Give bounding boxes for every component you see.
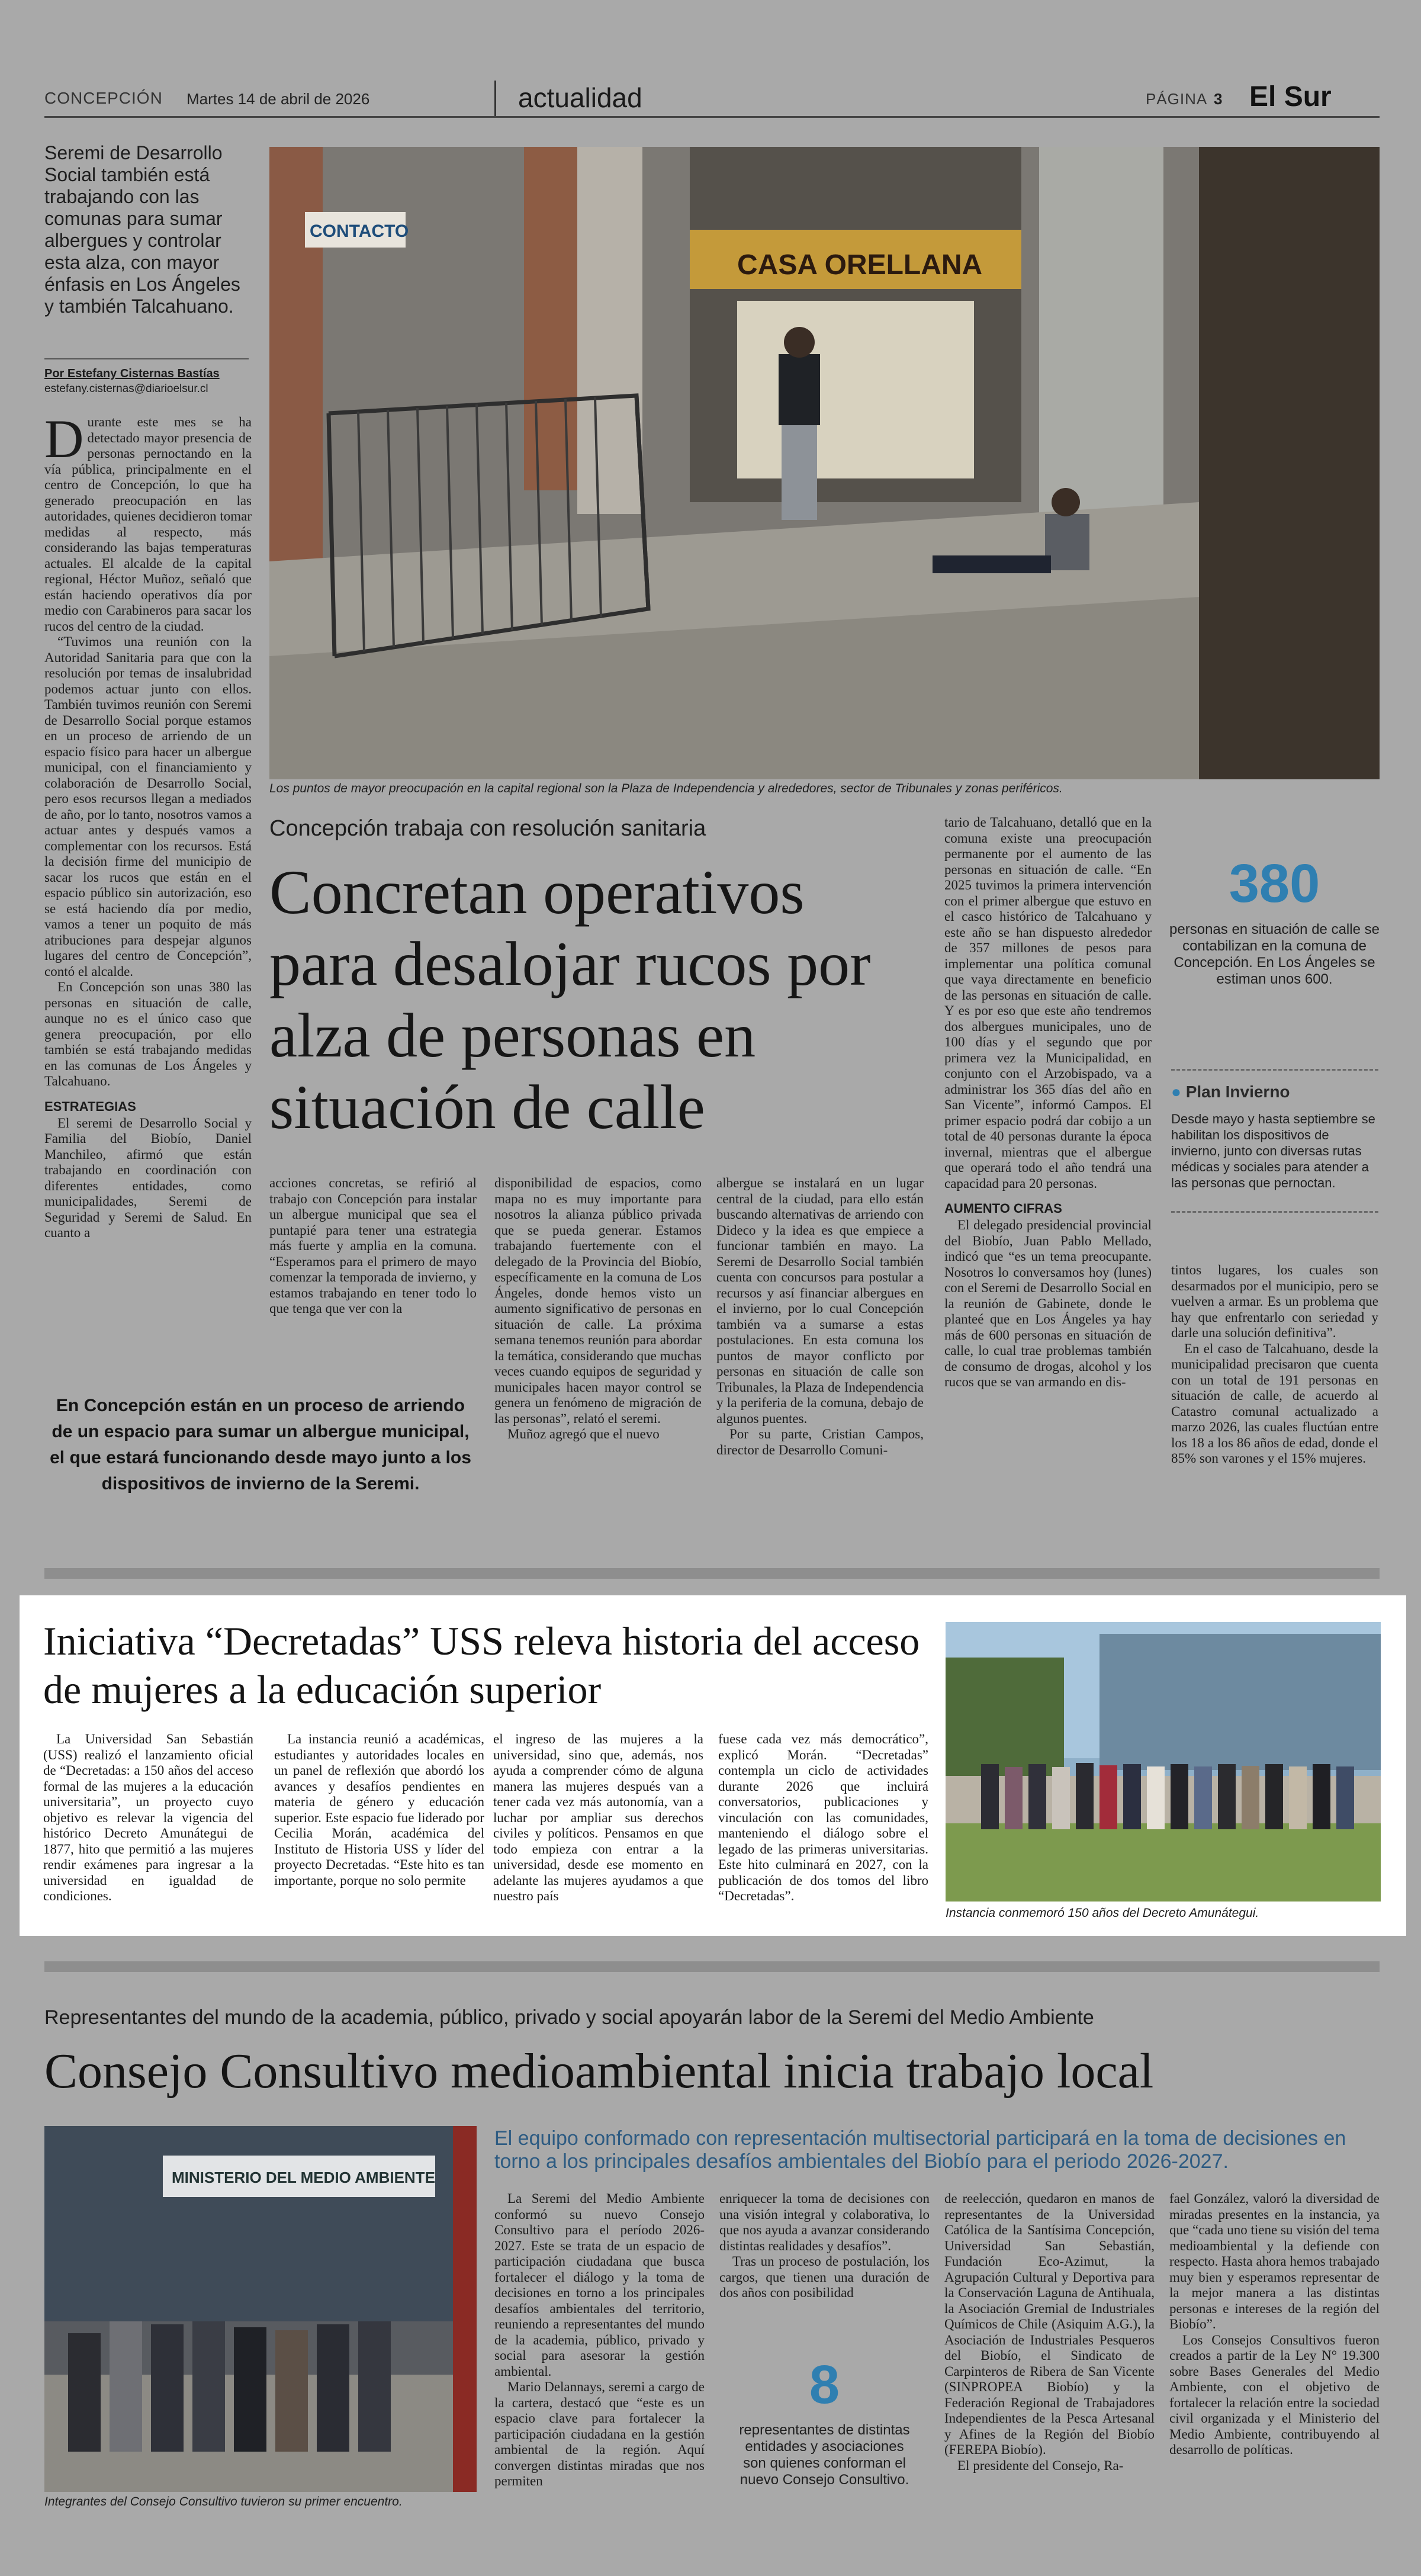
shop-sign: CASA ORELLANA <box>737 249 983 281</box>
story3-col2 <box>719 2191 930 2301</box>
story1-col4-p1: albergue se instalará en un lugar central de la ciudad, para ello están buscando alternativas de arriendo con Dideco y la idea es que empiece a funcionar también en mayo. La Seremi de Desarrollo Social también cuenta con concursos para postular a recursos y así financiar albergues en el invierno, por lo cual Concepción también va a sumarse a estas postulaciones. En esta comuna los puntos de mayor conflicto por personas en situación de calle son Tribunales, la Plaza de Independencia y la periferia de la comuna, debajo de algunos puentes. <box>716 1175 924 1426</box>
story3-col2-p2: Tras un proceso de postulación, los cargos, que tienen una duración de dos años con posibilidad <box>719 2254 930 2300</box>
story3-photo-caption: Integrantes del Consejo Consultivo tuvieron su primer encuentro. <box>44 2495 403 2508</box>
dropcap: D <box>44 409 84 469</box>
ministerio-sign: MINISTERIO DEL MEDIO AMBIENTE <box>172 2169 435 2186</box>
story1-col3-p2: Muñoz agregó que el nuevo <box>507 1427 660 1441</box>
consejo-photo-illustration <box>44 2126 477 2492</box>
red-wall <box>453 2126 477 2492</box>
byline: Por Estefany Cisternas Bastías <box>44 367 220 380</box>
section-rule-2 <box>44 1961 1380 1972</box>
contacto-sign: CONTACTO <box>310 221 409 241</box>
story2-col4 <box>718 1732 928 1904</box>
lead-rule <box>44 358 249 359</box>
pillar-dark <box>577 147 642 514</box>
stat-divider <box>1171 1069 1378 1071</box>
story1-col5-p1: tario de Talcahuano, detalló que en la comuna existe una preocupación permanente por el aumento de las personas en situación de calle. “En 2025 tuvimos la primera intervención con el primer albergue que estuvo en el casco histórico de Talcahuano y este año se han dispuesto alrededor de 357 millones de pesos para implementar una política comunal que vaya directamente en beneficio de las personas en situación de calle. Y es por eso que este año tendremos dos albergues municipales, uno de 100 días y el segundo que por primera vez la Municipalidad, en conjunto con el Arzobispado, va a administrar los 365 días del año en San Vicente”, informó Campos. El primer espacio podrá dar cobijo a un total de 40 personas durante la época invernal, mientras que el albergue que operará todo el año tendrá una capacidad para 20 personas. <box>944 815 1152 1191</box>
story1-col4 <box>716 1175 924 1458</box>
section-name: actualidad <box>518 82 642 113</box>
story2-col4-text: fuese cada vez más democrático”, explicó Morán. “Decretadas” contempla un ciclo de actividades durante 2026 que incluirá conversatorios, publicaciones y vinculación con las comunidades, manteniendo el diálogo sobre el legado de las primeras universitarias. Este hito culminará en 2027, con la publicación de dos tomos del libro “Decretadas”. <box>718 1732 928 1903</box>
office-front <box>44 2126 477 2321</box>
story3-col2-p1: enriquecer la toma de decisiones con una visión integral y colaborativa, lo que nos ayuda a avanzar considerando distintas realidades y desafíos”. <box>719 2191 930 2253</box>
bullet-icon: ● <box>1171 1083 1181 1101</box>
story3-kicker: Representantes del mundo de la academia, público, privado y social apoyarán labor de la Seremi del Medio Ambiente <box>44 2006 1094 2029</box>
group-photo-illustration <box>946 1622 1381 1902</box>
street-scene-illustration <box>269 147 1380 779</box>
story2-col2 <box>274 1732 484 1888</box>
header-date: Martes 14 de abril de 2026 <box>187 90 370 108</box>
story2-headline: Iniciativa “Decretadas” USS releva historia del acceso de mujeres a la educación superior <box>43 1618 920 1712</box>
story1-kicker: Concepción trabaja con resolución sanitaria <box>269 816 706 841</box>
story1-para1 <box>44 409 252 634</box>
story3-col3-p1: de reelección, quedaron en manos de representantes de la Universidad Católica de la Santísima Concepción, Universidad San Sebastián, Fundación Eco-Azimut, la Agrupación Cultural y Deportiva para la Conservación Laguna de Antihuala, la Asociación Gremial de Industriales Químicos de Chile (Asiquim A.G.), la Asociación de Industriales Pesqueros del Biobío, el Sindicato de Carpinteros de Ribera de San Vicente (SINPROPEA Biobío) y la Federación Regional de Trabajadores Independientes de la Pesca Artesanal y Afines de la Región del Biobío (FEREPA Biobío). <box>944 2191 1155 2457</box>
stat-8: 8 <box>809 2355 840 2415</box>
plan-invierno-label: Plan Invierno <box>1185 1083 1290 1101</box>
story3-deck: El equipo conformado con representación multisectorial participará en la toma de decisiones en torno a los principales desafíos ambientales del Biobío para el periodo 2026-2027. <box>494 2127 1346 2173</box>
story1-photo-caption: Los puntos de mayor preocupación en la capital regional son la Plaza de Independencia y alrededores, sector de Tribunales y zonas periféricos. <box>269 782 1063 795</box>
subhead-aumento: AUMENTO CIFRAS <box>944 1201 1062 1216</box>
stat-8-text: representantes de distintas entidades y asociaciones son quienes conforman el nuevo Consejo Consultivo. <box>739 2422 910 2488</box>
walking-person <box>779 327 820 520</box>
section-rule-1 <box>44 1568 1380 1579</box>
story2-photo-caption: Instancia conmemoró 150 años del Decreto Amunátegui. <box>946 1906 1259 1920</box>
story3-col1-p1: La Seremi del Medio Ambiente conformó su nuevo Consejo Consultivo para el período 2026-2027. Este se trata de un espacio de participación ciudadana que busca fortalecer el diálogo y la toma de decisiones en torno a los principales desafíos ambientales del territorio, reuniendo a representantes del mundo de la academia, público, privado y social para asesorar la gestión ambiental. <box>494 2191 705 2379</box>
subhead-estrategias: ESTRATEGIAS <box>44 1099 136 1114</box>
story1-col6 <box>1171 1263 1378 1467</box>
story3-col1-p2: Mario Delannays, seremi a cargo de la cartera, destacó que “este es un espacio clave para fortalecer la participación ciudadana en la gestión ambiental de la región. Aquí convergen distintas miradas que nos permiten <box>494 2379 705 2488</box>
plan-invierno-title <box>1171 1083 1378 1101</box>
plan-invierno-text: Desde mayo y hasta septiembre se habilitan los dispositivos de invierno, junto con diversas rutas médicas y sociales para atender a las personas que pernoctan. <box>1171 1112 1375 1190</box>
newspaper-logo: El Sur <box>1249 81 1332 113</box>
story3-col4 <box>1169 2191 1380 2458</box>
pillar-mid <box>524 147 577 490</box>
story1-headline: Concretan operativos para desalojar rucos por alza de personas en situación de calle <box>269 857 871 1142</box>
shop-interior <box>737 301 974 478</box>
stat-380-text: personas en situación de calle se contabilizan en la comuna de Concepción. En Los Ángeles se estiman unos 600. <box>1169 921 1380 987</box>
story1-col2 <box>269 1175 477 1317</box>
story2-col3 <box>493 1732 703 1904</box>
story2-col1-text: La Universidad San Sebastián (USS) realizó el lanzamiento oficial de “Decretadas: a 150 años del acceso formal de las mujeres a la educación universitaria”, un proyecto cuyo objetivo es relevar la vigencia del histórico Decreto Amunátegui de 1877, hito que permitió a las mujeres rendir exámenes para ingresar a la universidad en igualdad de condiciones. <box>43 1732 253 1903</box>
story1-para2: “Tuvimos una reunión con la Autoridad Sanitaria para que con la resolución por temas de insalubridad podemos actuar junto con ellos. También tuvimos reunión con Seremi de Desarrollo Social porque estamos en un proceso de arriendo de un espacio físico para hacer un albergue municipal, con el financiamiento y colaboración de Desarrollo Social, pero esos recursos llegan a mediados de año, por lo tanto, nosotros vamos a actuar antes y después vamos a complementar con los recursos. Está la decisión firme del municipio de sacar los rucos que están en el espacio público sin autorización, eso se está haciendo día por medio, vamos a tener un poquito de más atribuciones para despejar algunos lugares del centro de Concepción”, contó el alcalde. <box>44 634 252 979</box>
story3-col3 <box>944 2191 1155 2474</box>
story1-col5 <box>944 815 1152 1390</box>
page-number: 3 <box>1214 90 1223 108</box>
story1-para4: El seremi de Desarrollo Social y Familia del Biobío, Daniel Manchileo, afirmó que están trabajando en coordinación con diferentes entidades, como municipalidades, Seremi de Seguridad y Seremi de Salud. En cuanto a <box>44 1115 252 1240</box>
byline-email: estefany.cisternas@diarioelsur.cl <box>44 383 208 395</box>
header-city: CONCEPCIÓN <box>44 89 163 107</box>
page-label: PÁGINA <box>1146 90 1208 108</box>
pullquote: En Concepción están en un proceso de arriendo de un espacio para sumar un albergue municipal, el que estará funcionando desde mayo junto a los dispositivos de invierno de la Seremi. <box>50 1396 471 1493</box>
story3-photo <box>44 2126 477 2492</box>
story2-col1 <box>43 1732 253 1904</box>
right-gate <box>1199 147 1380 779</box>
lawn <box>946 1817 1381 1902</box>
story3-col4-p2: Los Consejos Consultivos fueron creados a partir de la Ley N° 19.300 sobre Bases Generales del Medio Ambiente, con el objetivo de fortalecer la relación entre la sociedad civil organizada y el Ministerio del Medio Ambiente, contribuyendo al desarrollo de políticas. <box>1169 2332 1380 2457</box>
stat-380: 380 <box>1229 853 1320 914</box>
story1-col2-text: acciones concretas, se refirió al trabajo con Concepción para instalar un albergue municipal que sea el puntapié para tener una estrategia más fuerte y amplia en la comuna. “Esperamos para el primero de mayo comenzar la temporada de invierno, y estamos trabajando en tener todo lo que tenga que ver con la <box>269 1175 477 1316</box>
story1-para1-text: urante este mes se ha detectado mayor presencia de personas pernoctando en la vía pública, principalmente en el centro de Concepción, lo que ha generado preocupación en las autoridades, quienes decidieron tomar medidas al respecto, más considerando las bajas temperaturas actuales. El alcalde de la capital regional, Héctor Muñoz, señaló que están haciendo operativos día por medio con Carabineros para sacar los rucos del centro de la ciudad. <box>44 415 252 634</box>
story2-col2-text: La instancia reunió a académicas, estudiantes y autoridades locales en un panel de reflexión que abordó los avances y desafíos pendientes en materia de género y educación superior. Este espacio fue liderado por Cecilia Morán, académica del Instituto de Historia USS y líder del proyecto Decretadas. “Este hito es tan importante, porque no solo permite <box>274 1732 484 1888</box>
story2-col3-text: el ingreso de las mujeres a la universidad, sino que, además, nos ayuda a comprender cómo de alguna manera las mujeres después van a tener cada vez más autonomía, van a luchar por ampliar sus derechos civiles y políticos. Pensamos en que todo empieza con entrar a la universidad, desde ese momento en adelante las mujeres ayudamos a que nuestro país <box>493 1732 703 1903</box>
story2-box <box>20 1595 1406 1936</box>
story1-col4-p2: Por su parte, Cristian Campos, director de Desarrollo Comuni- <box>716 1427 924 1457</box>
story1-para3: En Concepción son unas 380 las personas en situación de calle, aunque no es el único caso que genera preocupación, por ello también se está trabajando medidas en las comunas de Los Ángeles y Talcahuano. <box>44 979 252 1088</box>
story3-col4-p1: fael González, valoró la diversidad de miradas presentes en la instancia, ya que “cada uno tiene su visión del tema medioambiental y la defiende con respecto. Hasta ahora hemos trabajado muy bien y esperamos representar de la mejor manera a las distintas personas e intereses de la región del Biobío”. <box>1169 2191 1380 2331</box>
header-rule <box>44 116 1380 118</box>
story1-col5-p2: El delegado presidencial provincial del Biobío, Juan Pablo Mellado, indicó que “es un tema preocupante. Nosotros lo conversamos hoy (lunes) con el Seremi de Desarrollo Social en la reunión de Gabinete, donde le planteé que en Los Ángeles ya hay más de 600 personas en situación de calle, lo cual trae problemas también de consumo de drogas, alcohol y los rucos que se van armando en dis- <box>944 1218 1152 1389</box>
story3-headline: Consejo Consultivo medioambiental inicia trabajo local <box>44 2044 1154 2099</box>
story2-photo <box>946 1622 1381 1902</box>
story1-col1 <box>44 409 252 1241</box>
plan-divider <box>1171 1211 1378 1213</box>
story1-col6-p2: En el caso de Talcahuano, desde la municipalidad precisaron que cuenta con un total de 191 personas en situación de calle, de acuerdo al Catastro comunal actualizado a marzo 2026, las cuales fluctúan entre los 18 a los 86 años de edad, donde el 85% son varones y el 15% mujeres. <box>1171 1341 1378 1466</box>
story3-col1 <box>494 2191 705 2490</box>
story1-col6-p1: tintos lugares, los cuales son desarmados por el municipio, pero se vuelven a armar. Es un problema que hay que enfrentarlo con seriedad y darle una solución definitiva”. <box>1171 1263 1378 1340</box>
masthead <box>44 81 1380 116</box>
building <box>1099 1634 1381 1770</box>
story1-lead: Seremi de Desarrollo Social también está trabajando con las comunas para sumar albergues y controlar esta alza, con mayor énfasis en Los Ángeles y también Talcahuano. <box>44 142 240 317</box>
header-divider <box>494 81 496 117</box>
story1-photo <box>269 147 1380 779</box>
story3-col3-p2: El presidente del Consejo, Ra- <box>957 2458 1124 2473</box>
story1-col3-p1: disponibilidad de espacios, como mapa no es muy importante para nosotros la alianza público privada que se pueda generar. Estamos trabajando fuertemente con el delegado de la Provincia del Biobío, específicamente en la comuna de Los Ángeles, donde hemos visto un aumento significativo de personas en situación de calle. La próxima semana tenemos reunión para abordar la temática, considerando que muchas veces cuando equipos de seguridad y municipales hacen mayor control se genera un fenómeno de migración de las personas”, relató el seremi. <box>494 1175 702 1426</box>
story1-col3 <box>494 1175 702 1443</box>
